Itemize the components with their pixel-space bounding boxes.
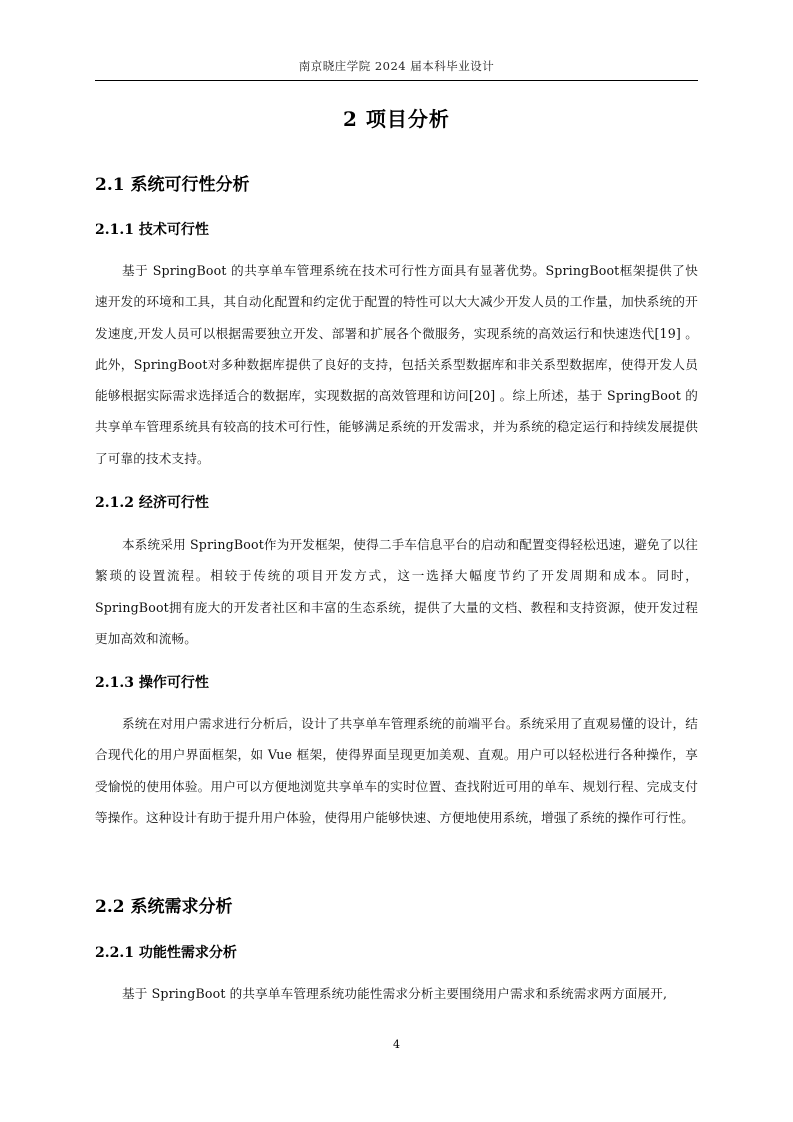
page-number: 4 [393, 1038, 400, 1051]
subsection-heading-2-2-1: 2.2.1 功能性需求分析 [95, 945, 237, 961]
section-heading-2-2: 2.2 系统需求分析 [95, 897, 233, 917]
paragraph-technical-feasibility: 基于 SpringBoot 的共享单车管理系统在技术可行性方面具有显著优势。SpringBoot框架提供了快速开发的环境和工具，其自动化配置和约定优于配置的特性可以大大减少开发人员的工作量，加快系统的开发速度,开发人员可以根据需要独立开发、部署和扩展各个微服务，实现系统的高效运行和快速迭代[19] 。此外，SpringBoot对多种数据库提供了良好的支持，包括关系型数据库和非关系型数据库，使得开发人员能够根据实际需求选择适合的数据库，实现数据的高效管理和访问[20] 。综上所述，基于 SpringBoot 的共享单车管理系统具有较高的技术可行性，能够满足系统的开发需求，并为系统的稳定运行和持续发展提供了可靠的技术支持。 [95, 263, 698, 466]
subsection-heading-2-1-2: 2.1.2 经济可行性 [95, 495, 209, 511]
chapter-title: 2 项目分析 [343, 107, 450, 131]
subsection-heading-2-1-3: 2.1.3 操作可行性 [95, 675, 209, 691]
paragraph-operational-feasibility: 系统在对用户需求进行分析后，设计了共享单车管理系统的前端平台。系统采用了直观易懂的设计，结合现代化的用户界面框架，如 Vue 框架，使得界面呈现更加美观、直观。用户可以轻松进行各种操作，享受愉悦的使用体验。用户可以方便地浏览共享单车的实时位置、查找附近可用的单车、规划行程、完成支付等操作。这种设计有助于提升用户体验，使得用户能够快速、方便地使用系统，增强了系统的操作可行性。 [95, 716, 698, 825]
subsection-heading-2-1-1: 2.1.1 技术可行性 [95, 222, 209, 238]
running-header: 南京晓庄学院 2024 届本科毕业设计 [298, 59, 495, 73]
paragraph-economic-feasibility: 本系统采用 SpringBoot作为开发框架，使得二手车信息平台的启动和配置变得轻松迅速，避免了以往繁琐的设置流程。相较于传统的项目开发方式，这一选择大幅度节约了开发周期和成本。同时，SpringBoot拥有庞大的开发者社区和丰富的生态系统，提供了大量的文档、教程和支持资源，使开发过程更加高效和流畅。 [95, 537, 698, 646]
section-heading-2-1: 2.1 系统可行性分析 [95, 175, 250, 195]
header-divider [95, 80, 698, 81]
paragraph-functional-requirements: 基于 SpringBoot 的共享单车管理系统功能性需求分析主要围绕用户需求和系统需求两方面展开, [122, 986, 668, 1001]
